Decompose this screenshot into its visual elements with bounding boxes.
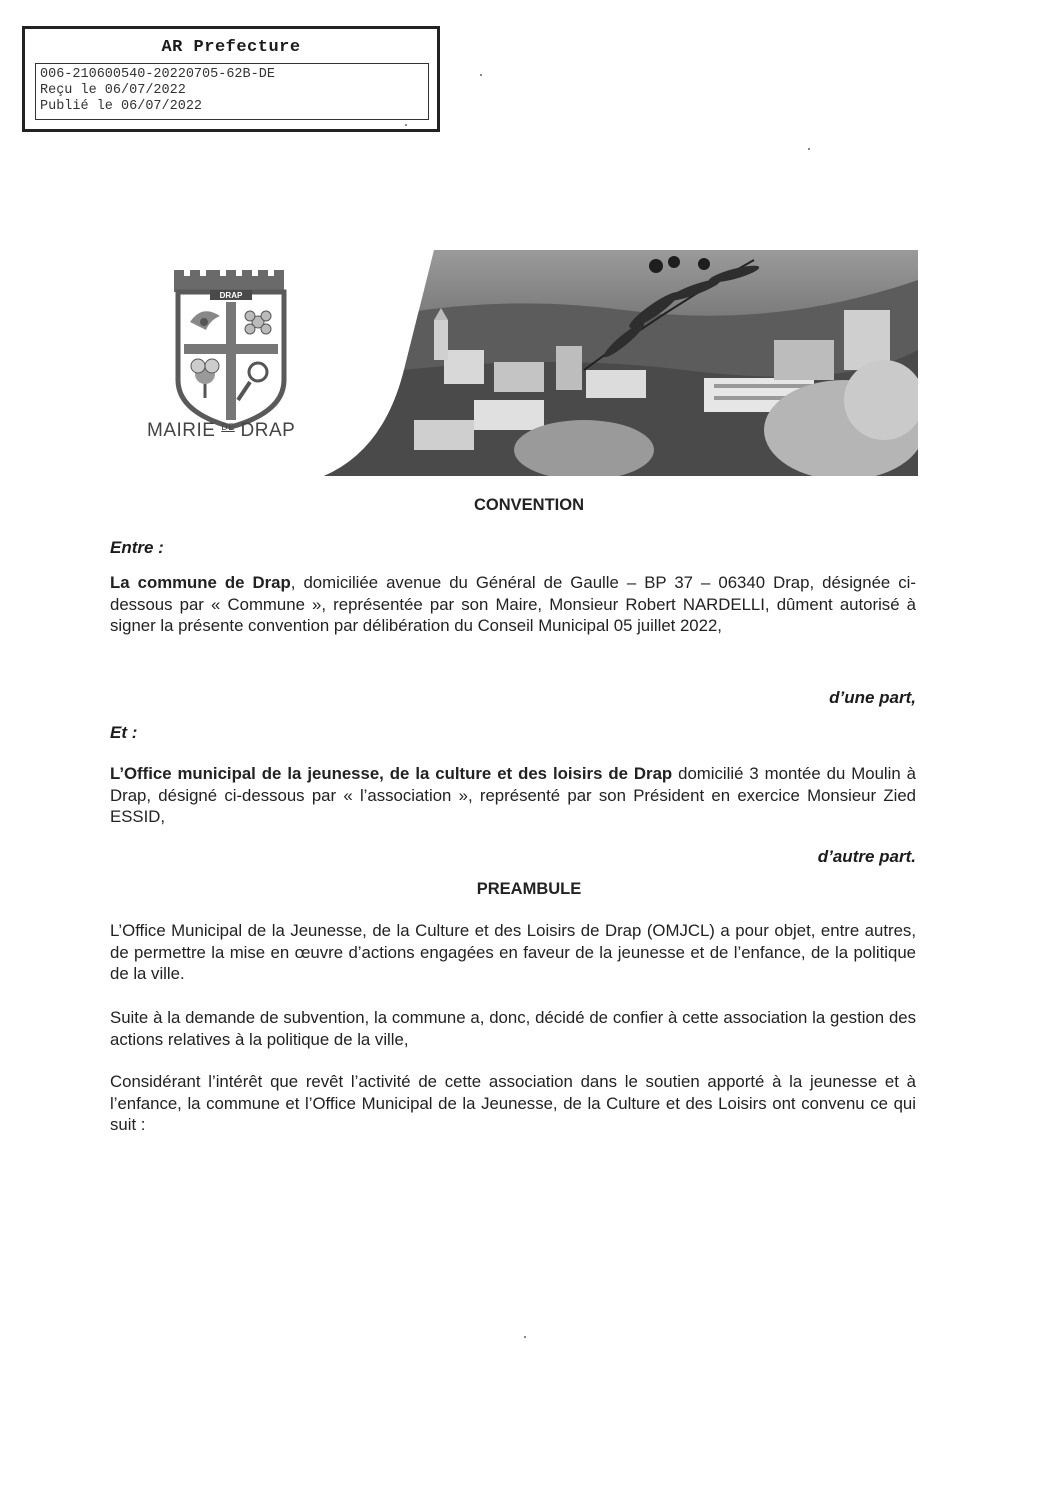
party-commune-paragraph bbox=[110, 572, 916, 637]
dautre-part-label: d’autre part. bbox=[817, 847, 916, 866]
party-omjcl-name: L’Office municipal de la jeunesse, de la culture et des loisirs de Drap bbox=[110, 764, 673, 783]
scan-speck bbox=[480, 74, 482, 76]
scan-speck bbox=[808, 148, 810, 150]
crest-banner: DRAP bbox=[219, 291, 243, 300]
party-omjcl-text: domicilié 3 montée du Moulin à Drap, désigné ci-dessous par « l’association », représenté par son Président en exercice Monsieur Zied ESSID, bbox=[110, 764, 916, 826]
party-commune-name: La commune de Drap bbox=[110, 573, 291, 592]
drap-crest-logo bbox=[170, 262, 292, 430]
preamble-paragraph-3: Considérant l’intérêt que revêt l’activité de cette association dans le soutien apporté à la jeunesse et à l’enfance, la commune et l’Office Municipal de la Jeunesse, de la Culture et des Loisirs ont convenu ce qui suit : bbox=[110, 1072, 916, 1134]
stamp-details bbox=[35, 63, 429, 120]
mairie-word: MAIRIE bbox=[147, 420, 216, 441]
party-commune-text: , domiciliée avenue du Général de Gaulle – BP 37 – 06340 Drap, désignée ci-dessous par « Commune », représentée par son Maire, Monsieur Robert NARDELLI, dûment autorisé à signer la présente convention par délibération du Conseil Municipal 05 juillet 2022, bbox=[110, 573, 916, 635]
mairie-de-drap-wordmark bbox=[147, 420, 317, 442]
stamp-received-date: Reçu le 06/07/2022 bbox=[40, 83, 186, 98]
preamble-paragraph-2: Suite à la demande de subvention, la commune a, donc, décidé de confier à cette association la gestion des actions relatives à la politique de la ville, bbox=[110, 1008, 916, 1049]
drap-word: DRAP bbox=[240, 420, 296, 441]
dune-part-label: d’une part, bbox=[829, 688, 916, 707]
stamp-title: AR Prefecture bbox=[161, 38, 301, 57]
stamp-published-date: Publié le 06/07/2022 bbox=[40, 99, 203, 114]
preamble-paragraph-1: L’Office Municipal de la Jeunesse, de la Culture et des Loisirs de Drap (OMJCL) a pour objet, entre autres, de permettre la mise en œuvre d’actions engagées en faveur de la jeunesse et de l’enfance, de la politique de la ville. bbox=[110, 921, 916, 983]
de-word: DE bbox=[221, 422, 235, 432]
prefecture-stamp bbox=[22, 26, 440, 132]
stamp-reference: 006-210600540-20220705-62B-DE bbox=[40, 67, 275, 82]
document-title: CONVENTION bbox=[473, 496, 584, 514]
village-photo bbox=[324, 250, 918, 476]
et-label: Et : bbox=[110, 723, 138, 742]
party-omjcl-paragraph bbox=[110, 763, 916, 828]
preamble-title: PREAMBULE bbox=[476, 880, 582, 898]
scan-speck bbox=[405, 124, 407, 126]
entre-label: Entre : bbox=[110, 538, 164, 557]
scan-speck bbox=[524, 1336, 526, 1338]
